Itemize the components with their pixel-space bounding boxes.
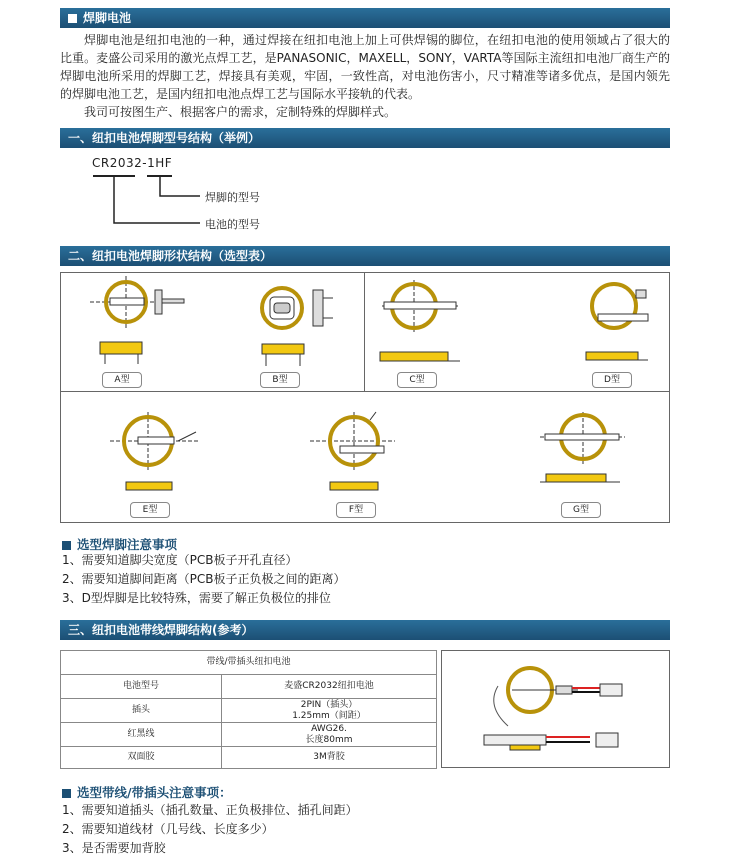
notes-title: 选型带线/带插头注意事项： (77, 785, 232, 800)
row-value: 2PIN（插头） 1.25mm（间距） (222, 699, 437, 723)
section-title: 一、纽扣电池焊脚型号结构（举例） (68, 131, 261, 145)
type-label-d: D型 (592, 372, 632, 388)
section-title: 焊脚电池 (83, 11, 132, 25)
intro-paragraph: 我司可按图生产、根据客户的需求，定制特殊的焊脚样式。 (84, 105, 397, 119)
list-item: 2、需要知道线材（几号线、长度多少） (62, 822, 274, 836)
type-label-c: C型 (397, 372, 437, 388)
notes-wired-heading (62, 783, 232, 801)
type-label-a: A型 (102, 372, 142, 388)
notes-title: 选型焊脚注意事项 (77, 537, 178, 552)
section-title: 二、纽扣电池焊脚形状结构（选型表） (68, 249, 273, 263)
type-label-b: B型 (260, 372, 300, 388)
type-label-g: G型 (561, 502, 601, 518)
type-label-f: F型 (336, 502, 376, 518)
row-label: 插头 (61, 699, 222, 723)
list-item: 3、是否需要加背胶 (62, 841, 166, 855)
pin-model-label: 焊脚的型号 (205, 191, 260, 204)
row-value: 麦盛CR2032纽扣电池 (222, 675, 437, 699)
table-header: 带线/带插头纽扣电池 (61, 651, 437, 675)
row-value: 3M背胶 (222, 747, 437, 769)
model-code: CR2032-1HF (92, 156, 173, 170)
row-label: 双面胶 (61, 747, 222, 769)
list-item: 3、D型焊脚是比较特殊，需要了解正负极位的排位 (62, 591, 331, 605)
type-label-e: E型 (130, 502, 170, 518)
row-value: AWG26. 长度80mm (222, 723, 437, 747)
row-label: 红黑线 (61, 723, 222, 747)
battery-model-label: 电池的型号 (205, 218, 260, 231)
notes-wired-list (62, 801, 358, 858)
list-item: 1、需要知道脚尖宽度（PCB板子开孔直径） (62, 553, 298, 567)
intro-paragraph: 焊脚电池是纽扣电池的一种，通过焊接在纽扣电池上加上可供焊锡的脚位，在纽扣电池的使用领域占了很大的比重。麦盛公司采用的激光点焊工艺，是PANASONIC，MAXELL，SONY，VARTA等国际主流纽扣电池厂商生产的焊脚电池所采用的焊脚工艺，焊接具有美观，牢固，一致性高，对电池伤害小，尺寸精准等诸多优点，是国内领先的焊脚电池工艺，是国内纽扣电池点焊工艺与国际水平接轨的代表。 (60, 33, 670, 101)
row-label: 电池型号 (61, 675, 222, 699)
list-item: 1、需要知道插头（插孔数量、正负极排位、插孔间距） (62, 803, 358, 817)
list-item: 2、需要知道脚间距离（PCB板子正负极之间的距离） (62, 572, 346, 586)
section-title: 三、纽扣电池带线焊脚结构(参考） (68, 623, 254, 637)
